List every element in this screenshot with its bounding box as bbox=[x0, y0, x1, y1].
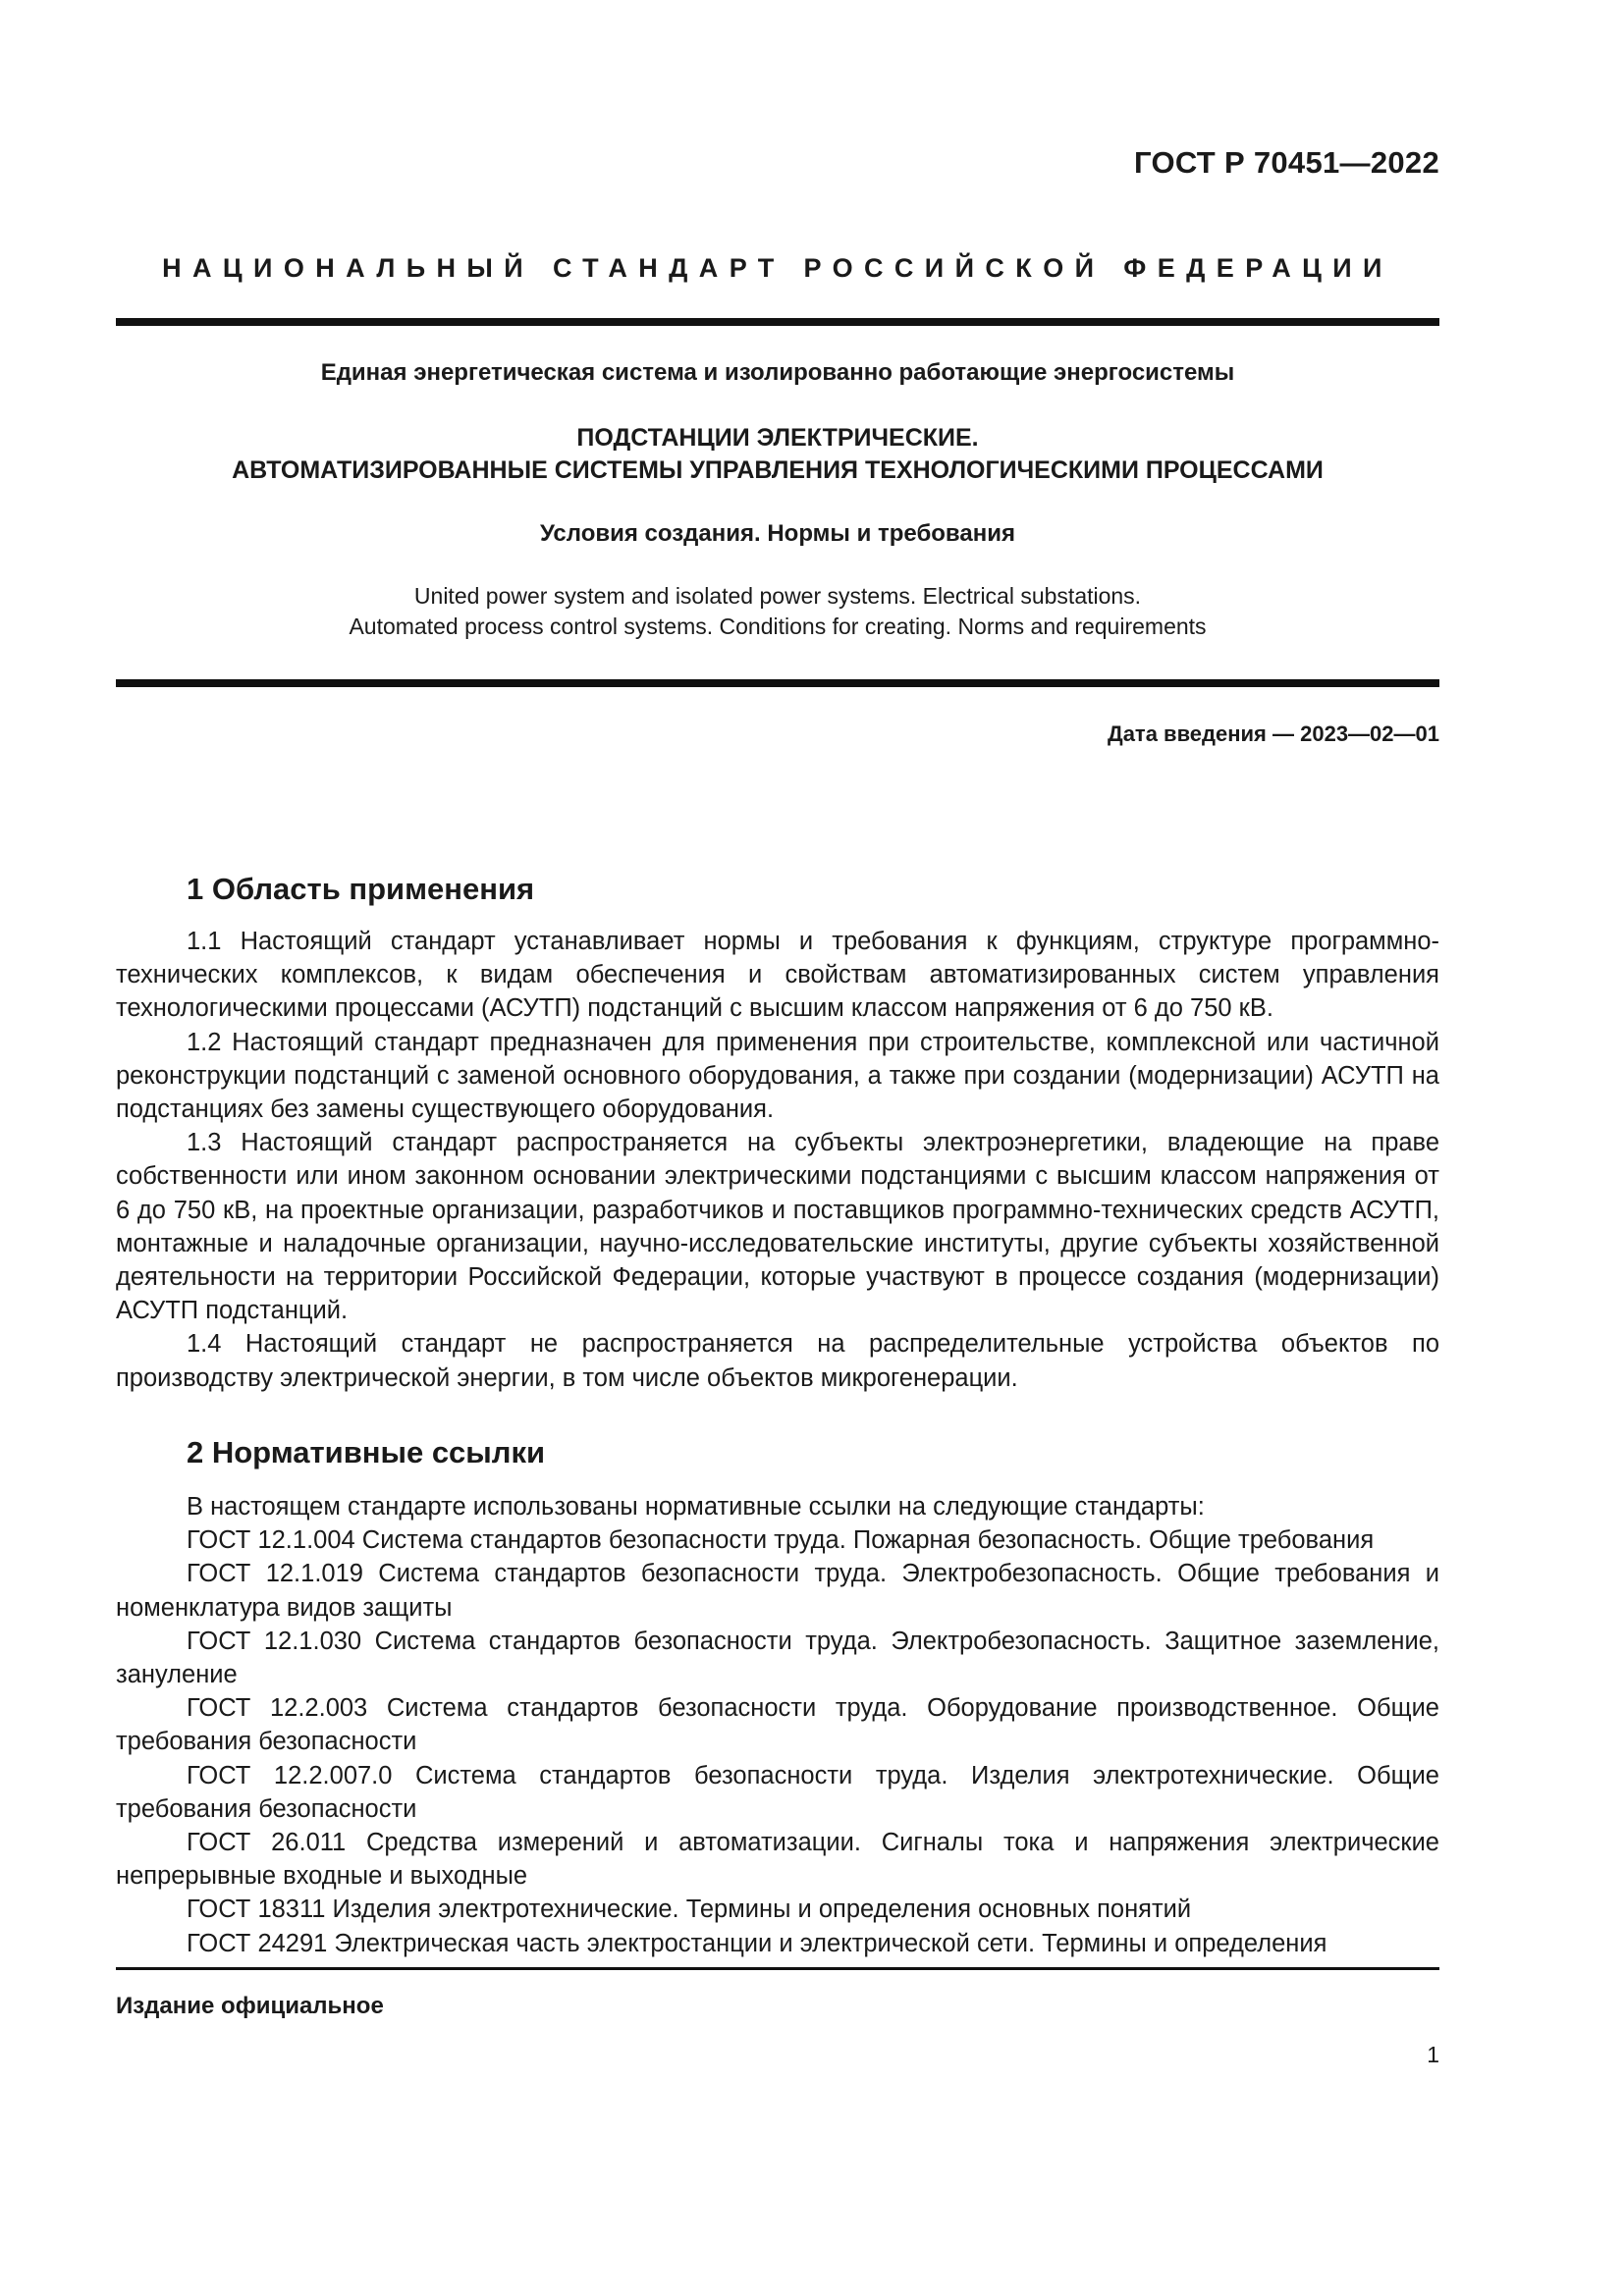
national-standard-banner: НАЦИОНАЛЬНЫЙ СТАНДАРТ РОССИЙСКОЙ ФЕДЕРАЦИИ bbox=[162, 253, 1393, 283]
section-normative-references bbox=[116, 1433, 1439, 1960]
english-title-line-1: United power system and isolated power systems. Electrical substations. bbox=[413, 583, 1142, 609]
footer-rule-divider bbox=[116, 1967, 1439, 1970]
section-heading: 1 Область применения bbox=[187, 872, 535, 906]
reference-item: ГОСТ 12.2.003 Система стандартов безопасности труда. Оборудование производственное. Общие требования безопасности bbox=[116, 1694, 1439, 1756]
middle-rule-divider bbox=[116, 679, 1439, 687]
reference-item: ГОСТ 12.2.007.0 Система стандартов безопасности труда. Изделия электротехнические. Общие требования безопасности bbox=[116, 1761, 1439, 1823]
main-title-line-2: АВТОМАТИЗИРОВАННЫЕ СИСТЕМЫ УПРАВЛЕНИЯ ТЕХНОЛОГИЧЕСКИМИ ПРОЦЕССАМИ bbox=[232, 456, 1324, 484]
reference-item: ГОСТ 12.1.004 Система стандартов безопасности труда. Пожарная безопасность. Общие требования bbox=[187, 1526, 1375, 1555]
paragraph: 1.4 Настоящий стандарт не распространяется на распределительные устройства объектов по производству электрической энергии, в том числе объектов микрогенерации. bbox=[116, 1330, 1439, 1392]
system-title: Единая энергетическая система и изолированно работающие энергосистемы bbox=[320, 359, 1235, 386]
reference-item: ГОСТ 18311 Изделия электротехнические. Термины и определения основных понятий bbox=[187, 1896, 1192, 1924]
paragraph: В настоящем стандарте использованы нормативные ссылки на следующие стандарты: bbox=[187, 1493, 1205, 1521]
introduction-date: Дата введения — 2023—02—01 bbox=[1108, 721, 1439, 746]
reference-item: ГОСТ 26.011 Средства измерений и автоматизации. Сигналы тока и напряжения электрические непрерывные входные и выходные bbox=[116, 1829, 1439, 1891]
top-rule-divider bbox=[116, 318, 1439, 326]
paragraph: 1.2 Настоящий стандарт предназначен для применения при строительстве, комплексной или частичной реконструкции подстанций с заменой основного оборудования, а также при создании (модернизации) АСУТП на подстанциях без замены существующего оборудования. bbox=[116, 1028, 1439, 1124]
reference-item: ГОСТ 12.1.030 Система стандартов безопасности труда. Электробезопасность. Защитное заземление, зануление bbox=[116, 1627, 1439, 1689]
edition-label: Издание официальное bbox=[116, 1993, 384, 2019]
section-heading: 2 Нормативные ссылки bbox=[187, 1435, 546, 1469]
page-number: 1 bbox=[1427, 2042, 1439, 2067]
document-subtitle: Условия создания. Нормы и требования bbox=[540, 520, 1015, 547]
reference-item: ГОСТ 24291 Электрическая часть электростанции и электрической сети. Термины и определения bbox=[187, 1929, 1327, 1957]
paragraph: 1.3 Настоящий стандарт распространяется на субъекты электроэнергетики, владеющие на праве собственности или ином законном основании электрическими подстанциями с высшим классом напряжения от 6 до 750 кВ, на проектные организации, разработчиков и поставщиков программно-технических средств АСУТП, монтажные и наладочные организации, научно-исследовательские институты, другие субъекты хозяйственной деятельности на территории Российской Федерации, которые участвуют в процессе создания (модернизации) АСУТП подстанций. bbox=[116, 1129, 1439, 1325]
main-title-line-1: ПОДСТАНЦИИ ЭЛЕКТРИЧЕСКИЕ. bbox=[576, 424, 979, 452]
english-title-line-2: Automated process control systems. Conditions for creating. Norms and requirements bbox=[349, 614, 1207, 639]
paragraph: 1.1 Настоящий стандарт устанавливает нормы и требования к функциям, структуре программно-технических комплексов, к видам обеспечения и свойствам автоматизированных систем управления технологическими процессами (АСУТП) подстанций с высшим классом напряжения от 6 до 750 кВ. bbox=[116, 928, 1439, 1023]
standard-number: ГОСТ Р 70451—2022 bbox=[1134, 145, 1439, 180]
section-scope bbox=[116, 870, 1439, 1395]
english-title bbox=[116, 581, 1439, 642]
main-title bbox=[116, 422, 1439, 487]
reference-item: ГОСТ 12.1.019 Система стандартов безопасности труда. Электробезопасность. Общие требования и номенклатура видов защиты bbox=[116, 1560, 1439, 1622]
